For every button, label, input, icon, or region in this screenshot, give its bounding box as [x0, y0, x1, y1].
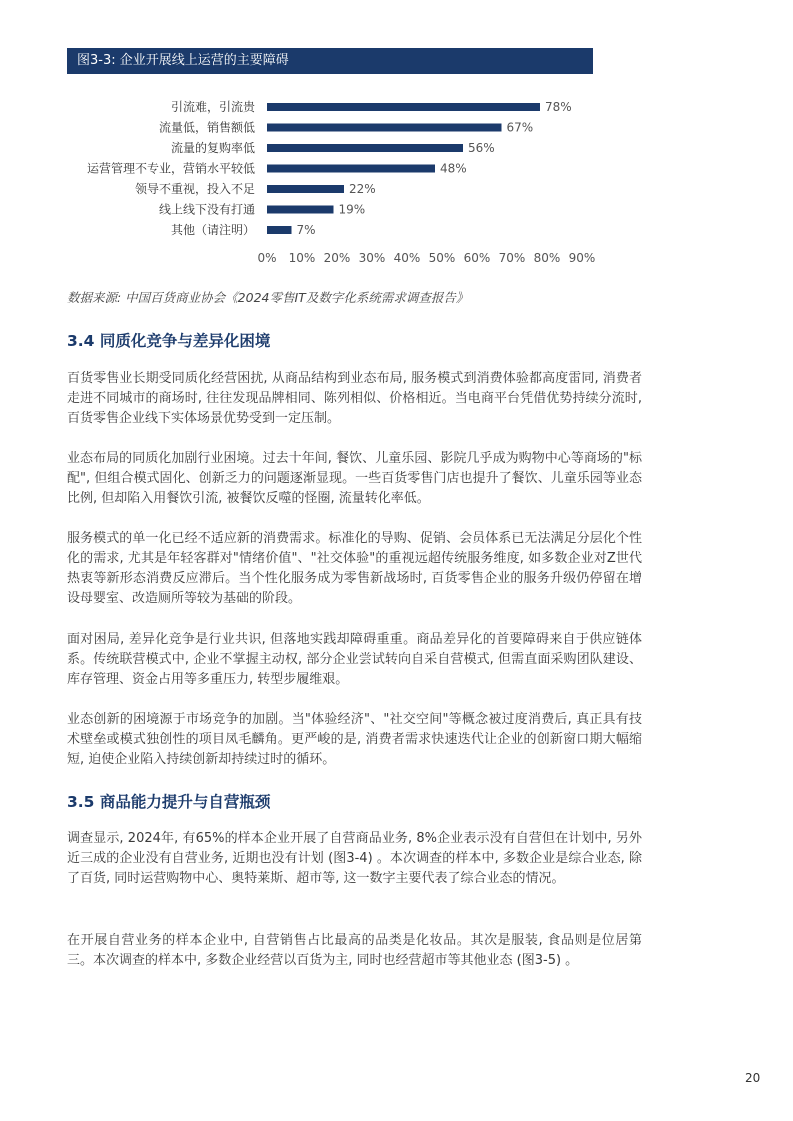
value-label: 48%: [440, 161, 467, 176]
tick-label: 70%: [498, 251, 526, 265]
bar: [267, 206, 334, 214]
category-label: 引流难，引流贵: [170, 100, 255, 114]
value-label: 56%: [468, 141, 495, 155]
paragraph: 业态创新的困境源于市场竞争的加剧。当"体验经济"、"社交空间"等概念被过度消费后, 真正具有技术壁垒或模式独创性的项目凤毛麟角。更严峻的是, 消费者需求快速迭代让企业的创新窗口期大幅缩短, 迫使企业陷入持续创新却持续过时的循环。: [67, 712, 642, 767]
value-label: 22%: [349, 182, 376, 196]
paragraph: 业态布局的同质化加剧行业困境。过去十年间, 餐饮、儿童乐园、影院几乎成为购物中心等商场的"标配", 但组合模式固化、创新乏力的问题逐渐显现。一些百货零售门店也提升了餐饮、儿童乐园等业态比例, 但却陷入用餐饮引流, 被餐饮反噬的怪圈, 流量转化率低。: [67, 451, 642, 506]
paragraph: 在开展自营业务的样本企业中, 自营销售占比最高的品类是化妆品。其次是服装, 食品则是位居第三。本次调查的样本中, 多数企业经营以百货为主, 同时也经营超市等其他业态 (图3-5) 。: [67, 933, 642, 968]
bar: [267, 165, 435, 173]
category-label: 运营管理不专业，营销水平较低: [86, 161, 255, 176]
paragraph: 调查显示, 2024年, 有65%的样本企业开展了自营商品业务, 8%企业表示没有自营但在计划中, 另外近三成的企业没有自营业务, 近期也没有计划 (图3-4) 。本次调查的样本中, 多数企业是综合业态, 除了百货, 同时运营购物中心、奥特莱斯、超市等, 这一数字主要代表了综合业态的情况。: [67, 831, 642, 886]
paragraph: 百货零售业长期受同质化经营困扰, 从商品结构到业态布局, 服务模式到消费体验都高度雷同, 消费者走进不同城市的商场时, 往往发现品牌相同、陈列相似、价格相近。当电商平台凭借优势持续分流时, 百货零售企业线下实体场景优势受到一定压制。: [67, 371, 642, 426]
tick-label: 40%: [393, 251, 421, 265]
tick-label: 80%: [533, 251, 561, 265]
obstacles-bar-chart: [0, 90, 793, 275]
paragraph: 面对困局, 差异化竞争是行业共识, 但落地实践却障碍重重。商品差异化的首要障碍来自于供应链体系。传统联营模式中, 企业不掌握主动权, 部分企业尝试转向自采自营模式, 但需直面采购团队建设、库存管理、资金占用等多重压力, 转型步履维艰。: [67, 632, 642, 687]
value-label: 78%: [545, 100, 572, 114]
bar: [267, 185, 344, 193]
section-title-3-5: 3.5 商品能力提升与自营瓶颈: [67, 793, 271, 811]
category-label: 流量低，销售额低: [158, 120, 255, 135]
tick-label: 20%: [323, 251, 351, 265]
section-title-3-4: 3.4 同质化竞争与差异化困境: [67, 332, 271, 350]
tick-label: 90%: [568, 251, 596, 265]
tick-label: 30%: [358, 251, 386, 265]
category-label: 领导不重视，投入不足: [134, 182, 255, 196]
value-label: 67%: [506, 120, 534, 135]
tick-label: 10%: [288, 251, 316, 265]
source-note: 数据来源: 中国百货商业协会《2024零售IT及数字化系统需求调查报告》: [67, 290, 469, 305]
category-label: 其他（请注明）: [170, 223, 255, 237]
paragraph: 服务模式的单一化已经不适应新的消费需求。标准化的导购、促销、会员体系已无法满足分层化个性化的需求, 尤其是年轻客群对"情绪价值"、"社交体验"的重视远超传统服务维度, 如多数企业对Z世代热衷等新形态消费反应滞后。当个性化服务成为零售新战场时, 百货零售企业的服务升级仍停留在增设母婴室、改造厕所等较为基础的阶段。: [67, 531, 642, 606]
bar: [267, 144, 463, 152]
bar: [267, 103, 540, 111]
category-label: 线上线下没有打通: [158, 202, 255, 217]
figure-title: 图3-3: 企业开展线上运营的主要障碍: [67, 48, 593, 74]
bar: [267, 124, 502, 132]
bar: [267, 226, 292, 234]
tick-label: 50%: [428, 251, 456, 265]
page-number: 20: [745, 1071, 761, 1085]
value-label: 7%: [296, 223, 316, 237]
category-label: 流量的复购率低: [170, 141, 255, 155]
tick-label: 0%: [257, 251, 277, 265]
tick-label: 60%: [463, 251, 491, 265]
value-label: 19%: [338, 202, 366, 217]
